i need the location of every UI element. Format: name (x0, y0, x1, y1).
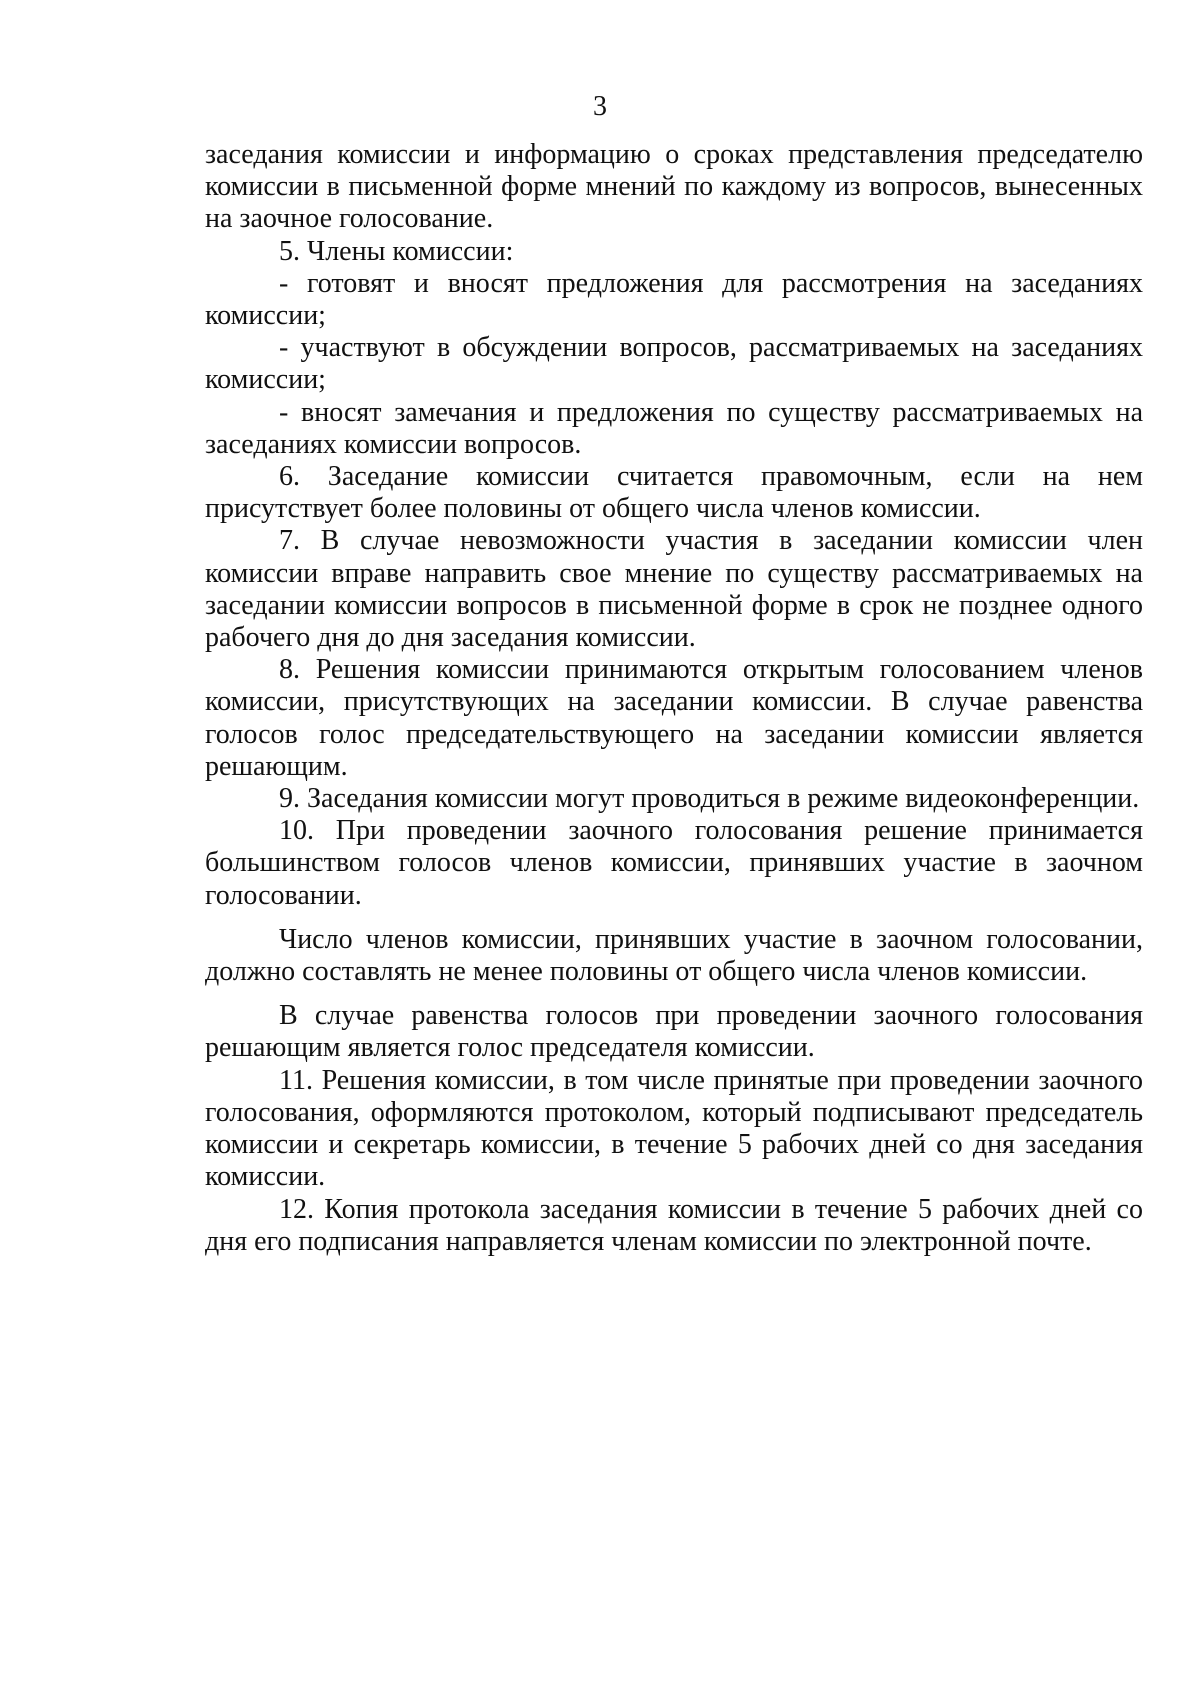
paragraph-continuation: заседания комиссии и информацию о сроках представления председателю комиссии в письменной форме мнений по каждому из вопросов, вынесенных на заочное голосование. (205, 139, 1143, 235)
paragraph-item-6: 6. Заседание комиссии считается правомочным, если на нем присутствует более половины от общего числа членов комиссии. (205, 461, 1143, 525)
paragraph-item-7: 7. В случае невозможности участия в заседании комиссии член комиссии вправе направить свое мнение по существу рассматриваемых на заседании комиссии вопросов в письменной форме в срок не позднее одного рабочего дня до дня заседания комиссии. (205, 525, 1143, 654)
paragraph-item-10: 10. При проведении заочного голосования решение принимается большинством голосов членов комиссии, принявших участие в заочном голосовании. (205, 815, 1143, 911)
paragraph-item-11: 11. Решения комиссии, в том числе принятые при проведении заочного голосования, оформляются протоколом, который подписывают председатель комиссии и секретарь комиссии, в течение 5 рабочих дней со дня заседания комиссии. (205, 1064, 1143, 1193)
paragraph-item-5: 5. Члены комиссии: (279, 235, 514, 267)
page-number: 3 (593, 91, 607, 122)
paragraph-bullet-2: - участвуют в обсуждении вопросов, рассматриваемых на заседаниях комиссии; (205, 332, 1143, 396)
paragraph-item-10-quorum: Число членов комиссии, принявших участие в заочном голосовании, должно составлять не менее половины от общего числа членов комиссии. (205, 923, 1143, 988)
paragraph-bullet-3: - вносят замечания и предложения по существу рассматриваемых на заседаниях комиссии вопросов. (205, 396, 1143, 460)
paragraph-item-8: 8. Решения комиссии принимаются открытым голосованием членов комиссии, присутствующих на заседании комиссии. В случае равенства голосов голос председательствующего на заседании комиссии является решающим. (205, 654, 1143, 782)
paragraph-bullet-1: - готовят и вносят предложения для рассмотрения на заседаниях комиссии; (205, 267, 1143, 332)
paragraph-item-12: 12. Копия протокола заседания комиссии в течение 5 рабочих дней со дня его подписания направляется членам комиссии по электронной почте. (205, 1193, 1143, 1257)
paragraph-item-10-tie: В случае равенства голосов при проведении заочного голосования решающим является голос председателя комиссии. (205, 1000, 1143, 1064)
paragraph-item-9: 9. Заседания комиссии могут проводиться в режиме видеоконференции. (279, 783, 1140, 815)
document-body (205, 139, 1143, 1258)
